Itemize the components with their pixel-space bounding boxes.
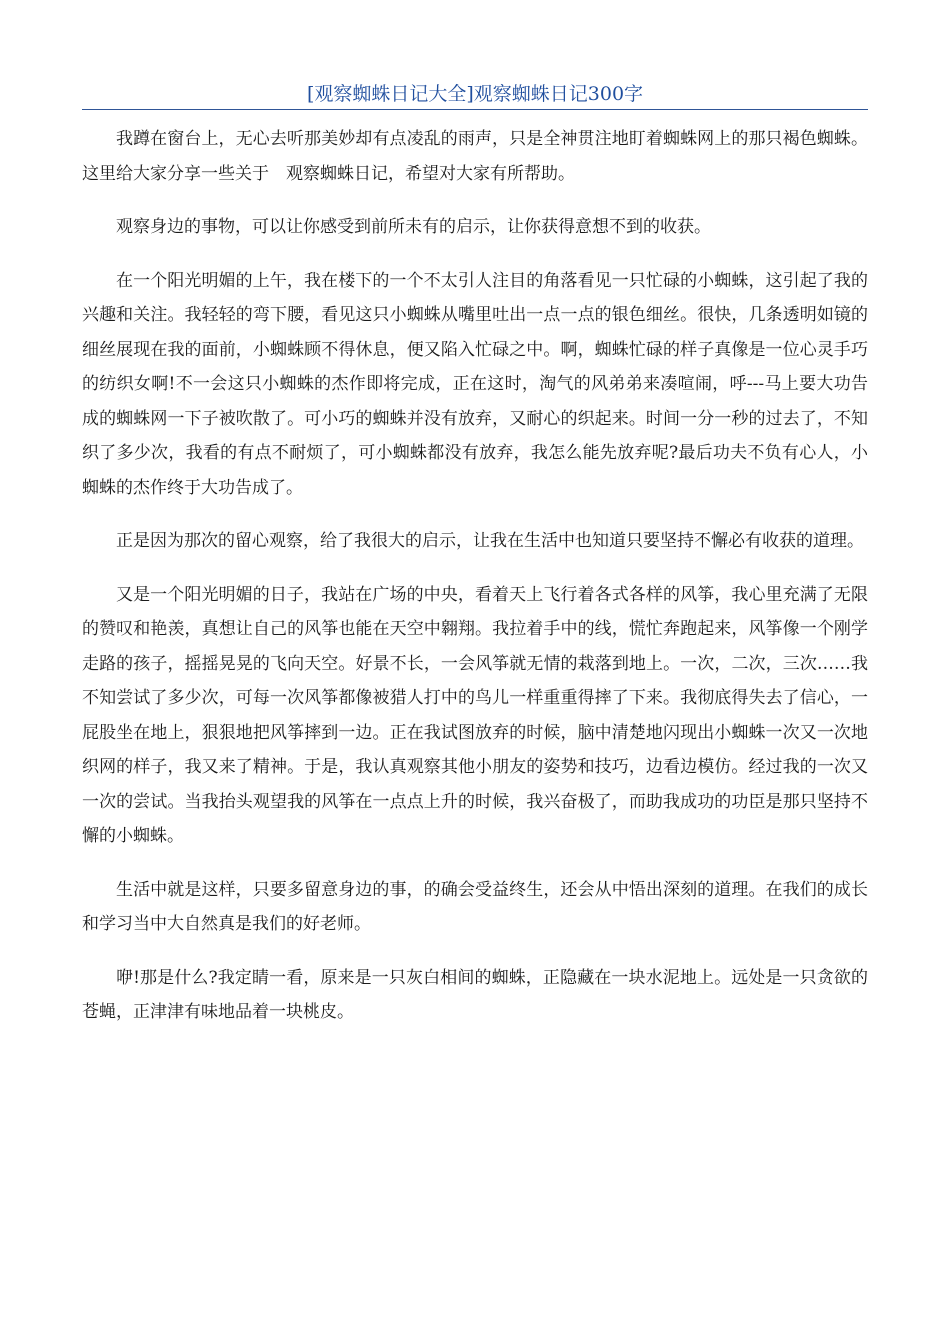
paragraph-4: 正是因为那次的留心观察，给了我很大的启示，让我在生活中也知道只要坚持不懈必有收获的道理。 (116, 531, 864, 551)
paragraph-2: 观察身边的事物，可以让你感受到前所未有的启示，让你获得意想不到的收获。 (116, 217, 711, 237)
document-body (82, 122, 868, 1049)
paragraph-6: 生活中就是这样，只要多留意身边的事，的确会受益终生，还会从中悟出深刻的道理。在我们的成长和学习当中大自然真是我们的好老师。 (82, 879, 868, 934)
paragraph-5: 又是一个阳光明媚的日子，我站在广场的中央，看着天上飞行着各式各样的风筝，我心里充满了无限的赞叹和艳羡，真想让自己的风筝也能在天空中翱翔。我拉着手中的线，慌忙奔跑起来，风筝像一个刚学走路的孩子，摇摇晃晃的飞向天空。好景不长，一会风筝就无情的栽落到地上。一次，二次，三次……我不知尝试了多少次，可每一次风筝都像被猎人打中的鸟儿一样重重得摔了下来。我彻底得失去了信心，一屁股坐在地上，狠狠地把风筝摔到一边。正在我试图放弃的时候，脑中清楚地闪现出小蜘蛛一次又一次地织网的样子，我又来了精神。于是，我认真观察其他小朋友的姿势和技巧，边看边模仿。经过我的一次又一次的尝试。当我抬头观望我的风筝在一点点上升的时候，我兴奋极了，而助我成功的功臣是那只坚持不懈的小蜘蛛。 (82, 584, 868, 846)
paragraph-7: 咿!那是什么?我定睛一看，原来是一只灰白相间的蜘蛛，正隐藏在一块水泥地上。远处是一只贪欲的苍蝇，正津津有味地品着一块桃皮。 (82, 967, 868, 1022)
paragraph-3: 在一个阳光明媚的上午，我在楼下的一个不太引人注目的角落看见一只忙碌的小蜘蛛，这引起了我的兴趣和关注。我轻轻的弯下腰，看见这只小蜘蛛从嘴里吐出一点一点的银色细丝。很快，几条透明如镜的细丝展现在我的面前，小蜘蛛顾不得休息，便又陷入忙碌之中。啊，蜘蛛忙碌的样子真像是一位心灵手巧的纺织女啊!不一会这只小蜘蛛的杰作即将完成，正在这时，淘气的风弟弟来凑喧闹，呼---马上要大功告成的蜘蛛网一下子被吹散了。可小巧的蜘蛛并没有放弃，又耐心的织起来。时间一分一秒的过去了，不知织了多少次，我看的有点不耐烦了，可小蜘蛛都没有放弃，我怎么能先放弃呢?最后功夫不负有心人，小蜘蛛的杰作终于大功告成了。 (82, 270, 868, 498)
document-title: [观察蜘蛛日记大全]观察蜘蛛日记300字 (306, 83, 644, 105)
title-underline (82, 109, 868, 110)
paragraph-1: 我蹲在窗台上，无心去听那美妙却有点凌乱的雨声，只是全神贯注地盯着蜘蛛网上的那只褐色蜘蛛。这里给大家分享一些关于 观察蜘蛛日记，希望对大家有所帮助。 (82, 129, 868, 184)
